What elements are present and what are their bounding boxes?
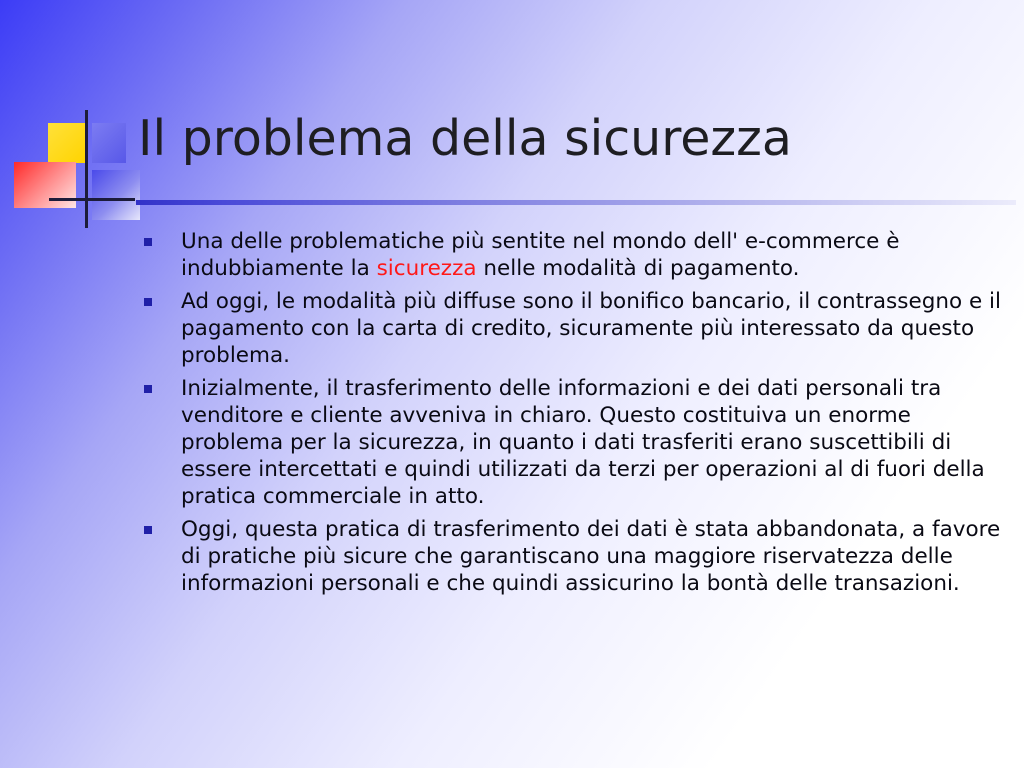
title-underline-rule (136, 200, 1016, 205)
bullet-square-icon (144, 298, 152, 306)
blue-gradient-square-decoration (92, 170, 140, 220)
bullet-item (142, 516, 1002, 597)
red-square-decoration (14, 162, 76, 208)
bullet-text-continued: nelle modalità di pagamento. (476, 256, 800, 281)
bullet-item (142, 375, 1002, 510)
blue-square-decoration (92, 123, 126, 163)
bullet-text: Ad oggi, le modalità più diffuse sono il bonifico bancario, il contrassegno e il pagamento con la carta di credito, sicuramente più interessato da questo problema. (181, 289, 1001, 368)
horizontal-line-decoration (49, 198, 135, 201)
bullet-item (142, 228, 1002, 282)
bullet-list (142, 228, 1002, 603)
bullet-square-icon (144, 526, 152, 534)
vertical-line-decoration (85, 110, 88, 228)
yellow-square-decoration (48, 123, 85, 163)
bullet-text: Inizialmente, il trasferimento delle informazioni e dei dati personali tra venditore e cliente avveniva in chiaro. Questo costituiva un enorme problema per la sicurezza, in quanto i dati trasferiti erano suscettibili di essere intercettati e quindi utilizzati da terzi per operazioni al di fuori della pratica commerciale in atto. (181, 376, 985, 509)
bullet-text: Oggi, questa pratica di trasferimento dei dati è stata abbandonata, a favore di pratiche più sicure che garantiscano una maggiore riservatezza delle informazioni personali e che quindi assicurino la bontà delle transazioni. (181, 517, 1001, 596)
bullet-square-icon (144, 238, 152, 246)
slide-title: Il problema della sicurezza (138, 110, 792, 167)
bullet-text: Una delle problematiche più sentite nel mondo dell' e-commerce è indubbiamente la (181, 229, 900, 281)
bullet-square-icon (144, 385, 152, 393)
bullet-item (142, 288, 1002, 369)
highlighted-word: sicurezza (376, 256, 477, 281)
